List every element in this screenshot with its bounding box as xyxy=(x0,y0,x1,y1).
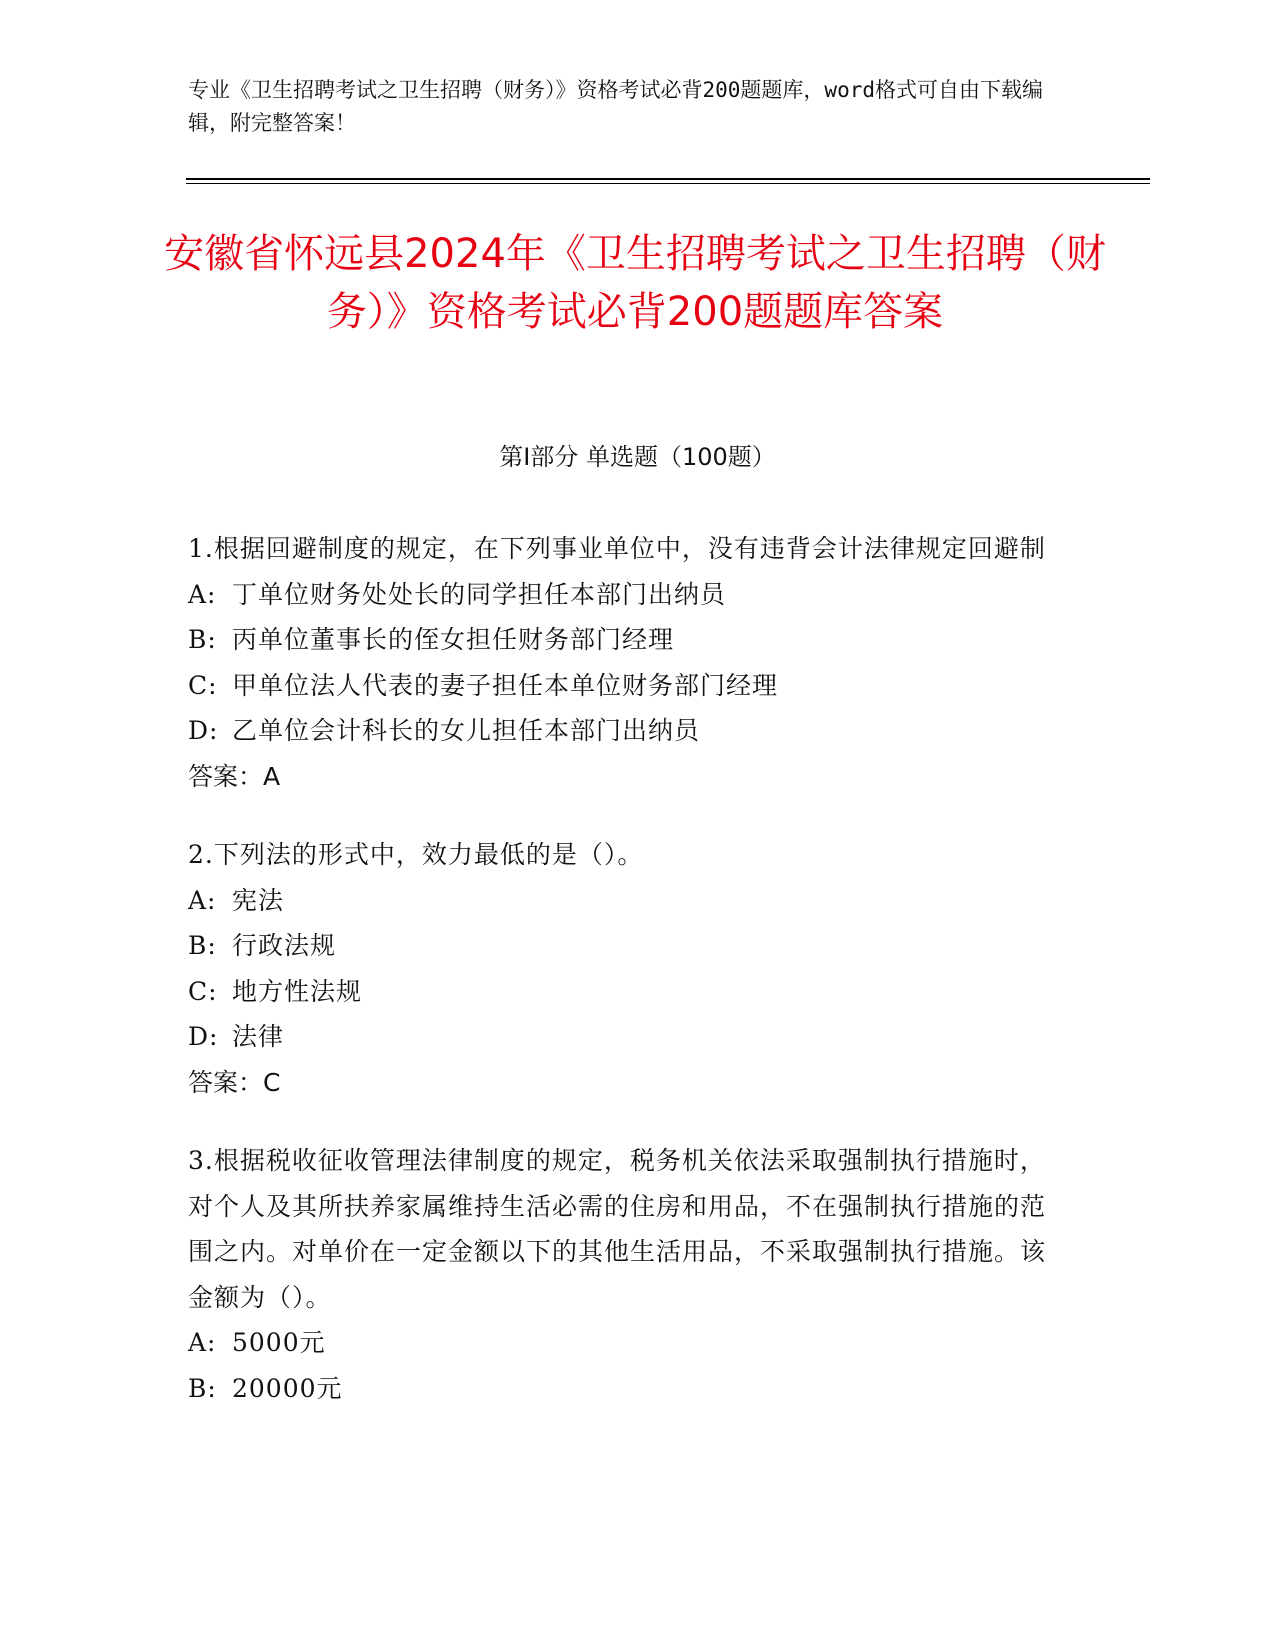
option-letter: A: xyxy=(188,579,217,609)
option-text: 丁单位财务处处长的同学担任本部门出纳员 xyxy=(232,579,727,609)
header-divider-thick xyxy=(186,178,1150,180)
answer-label: 答案：A xyxy=(188,761,281,791)
option-a xyxy=(188,1320,1068,1366)
section-heading: 第Ⅰ部分 单选题（100题） xyxy=(499,443,776,471)
option-letter: B: xyxy=(188,625,217,654)
option-letter: C: xyxy=(188,670,218,700)
question-text: 1.根据回避制度的规定，在下列事业单位中，没有违背会计法律规定回避制 xyxy=(188,534,1046,563)
option-letter: D: xyxy=(188,1022,219,1051)
option-c xyxy=(188,663,1068,709)
option-text: 甲单位法人代表的妻子担任本单位财务部门经理 xyxy=(232,670,779,700)
document-title: 安徽省怀远县2024年《卫生招聘考试之卫生招聘（财务）》资格考试必背200题题库答案 xyxy=(164,231,1106,335)
option-text: 乙单位会计科长的女儿担任本部门出纳员 xyxy=(232,716,701,745)
question-text: 3.根据税收征收管理法律制度的规定，税务机关依法采取强制执行措施时，对个人及其所扶养家属维持生活必需的住房和用品，不在强制执行措施的范围之内。对单价在一定金额以下的其他生活用品，不采取强制执行措施。该金额为（）。 xyxy=(188,1146,1047,1312)
option-text: 法律 xyxy=(232,1022,285,1051)
option-c xyxy=(188,969,1068,1015)
question-2 xyxy=(188,832,1068,1105)
question-1 xyxy=(188,526,1068,799)
question-text: 2.下列法的形式中，效力最低的是（）。 xyxy=(188,840,644,869)
option-letter: B: xyxy=(188,931,217,960)
option-text: 地方性法规 xyxy=(232,976,363,1006)
header-divider-thin xyxy=(186,183,1150,184)
option-letter: A: xyxy=(188,885,217,915)
option-b xyxy=(188,617,1068,663)
header-note: 专业《卫生招聘考试之卫生招聘（财务）》资格考试必背200题题库，word格式可自由下载编辑，附完整答案！ xyxy=(188,78,1043,135)
option-letter: B: xyxy=(188,1373,217,1403)
option-text: 行政法规 xyxy=(232,931,337,960)
option-text: 宪法 xyxy=(232,885,285,915)
option-d xyxy=(188,708,1068,754)
option-letter: C: xyxy=(188,976,218,1006)
option-a xyxy=(188,572,1068,618)
question-3 xyxy=(188,1138,1068,1411)
option-text: 5000元 xyxy=(232,1328,326,1357)
option-a xyxy=(188,878,1068,924)
option-letter: D: xyxy=(188,716,219,745)
option-text: 20000元 xyxy=(232,1373,343,1403)
option-b xyxy=(188,1366,1068,1412)
option-letter: A: xyxy=(188,1328,217,1357)
answer-label: 答案：C xyxy=(188,1067,281,1097)
option-text: 丙单位董事长的侄女担任财务部门经理 xyxy=(232,625,675,654)
question-list xyxy=(188,526,1068,1444)
option-b xyxy=(188,923,1068,969)
option-d xyxy=(188,1014,1068,1060)
